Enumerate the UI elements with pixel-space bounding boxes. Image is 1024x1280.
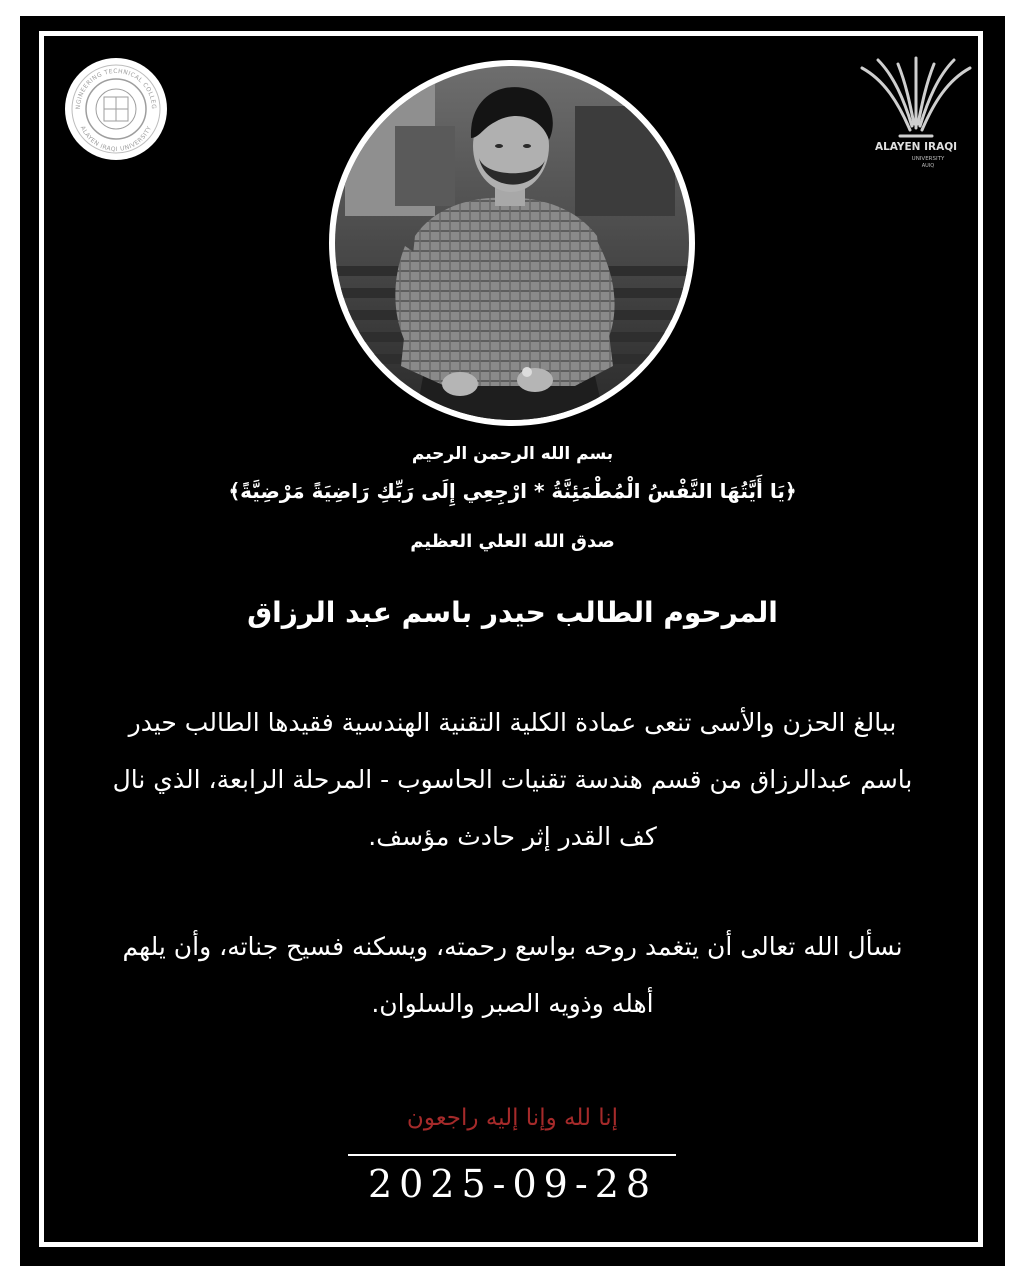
logo-line3: AUIQ	[921, 163, 935, 169]
memorial-poster	[20, 16, 1005, 1266]
svg-text:ALAYEN IRAQI UNIVERSITY: ALAYEN IRAQI UNIVERSITY	[78, 124, 154, 154]
sadaq-allah: صدق الله العلي العظيم	[410, 531, 615, 552]
college-seal-icon	[64, 57, 168, 161]
divider-line	[348, 1154, 676, 1156]
logo-line1: ALAYEN IRAQI	[874, 141, 958, 153]
quran-verse: ﴿يَا أَيَّتُهَا النَّفْسُ الْمُطْمَئِنَّةُ * ارْجِعِي إِلَى رَبِّكِ رَاضِيَةً مَرْضِيَّةً﴾	[228, 479, 797, 503]
portrait-photo	[329, 60, 695, 426]
obituary-paragraph-2: نسأل الله تعالى أن يتغمد روحه بواسع رحمته، ويسكنه فسيح جناته، وأن يلهم أهله وذويه الصبر والسلوان.	[122, 932, 903, 1018]
date: 2025-09-28	[367, 1162, 658, 1206]
obituary-paragraph-1: ببالغ الحزن والأسى تنعى عمادة الكلية التقنية الهندسية فقيدها الطالب حيدر باسم عبدالرزاق من قسم هندسة تقنيات الحاسوب - المرحلة الرابعة، الذي نال كف القدر إثر حادث مؤسف.	[112, 708, 913, 851]
deceased-name: المرحوم الطالب حيدر باسم عبد الرزاق	[247, 596, 778, 629]
logo-line2: UNIVERSITY	[911, 156, 945, 162]
closing-phrase: إنا لله وإنا إليه راجعون	[406, 1105, 619, 1131]
svg-text:ENGINEERING TECHNICAL COLLEGE: NGINEERING TECHNICAL COLLEG	[74, 67, 158, 110]
basmala: بسم الله الرحمن الرحيم	[411, 444, 614, 464]
university-logo-icon	[854, 50, 978, 170]
